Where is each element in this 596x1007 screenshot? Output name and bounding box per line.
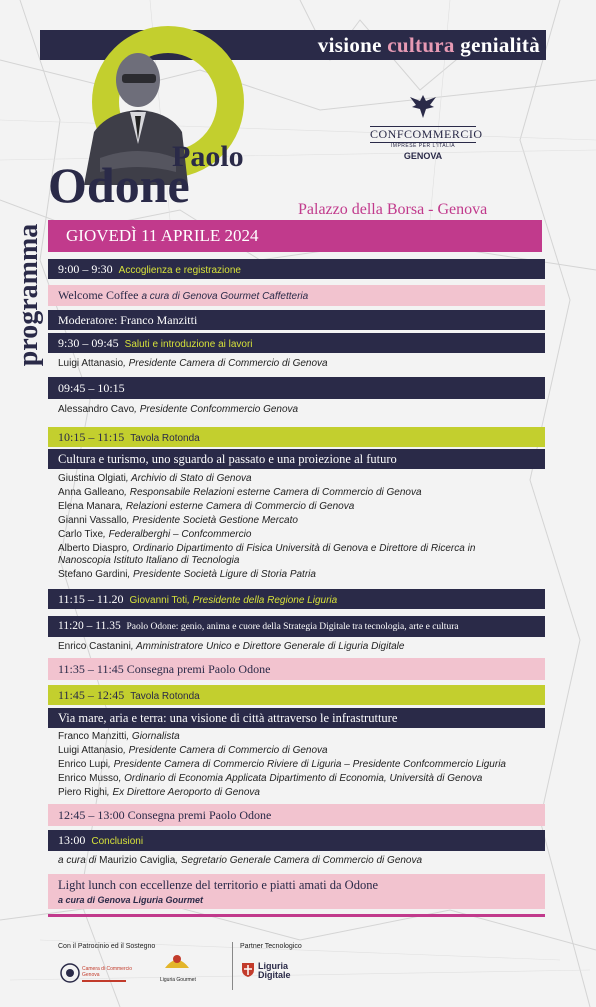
program-row-round-table-1: 10:15 – 11:15 Tavola Rotonda	[48, 427, 545, 447]
liguria-gourmet-logo-text: Liguria Gourmet	[160, 977, 196, 983]
confcommercio-logo	[370, 93, 483, 161]
chamber-logo-underline	[82, 980, 126, 982]
panelist-line: Anna Galleano, Responsabile Relazioni esterne Camera di Commercio di Genova	[58, 487, 422, 498]
logo-city: GENOVA	[403, 151, 443, 161]
tagline	[318, 33, 540, 58]
program-row-greetings: 9:30 – 09:45 Saluti e introduzione ai lavori	[48, 333, 545, 353]
vertical-label: programma	[13, 223, 44, 367]
liguria-digitale-shield-icon	[241, 962, 255, 978]
panelist-line: Alberto Diaspro, Ordinario Dipartimento di Fisica Università di Genova e Direttore di Ricerca in	[58, 543, 476, 554]
program-row-moderator: Moderatore: Franco Manzitti	[48, 310, 545, 330]
program-row-round-table-2: 11:45 – 12:45 Tavola Rotonda	[48, 685, 545, 705]
speaker-line: Enrico Castanini, Amministratore Unico e Direttore Generale di Liguria Digitale	[58, 641, 405, 652]
liguria-gourmet-logo-icon	[162, 950, 192, 974]
logo-name: CONFCOMMERCIO	[370, 127, 483, 141]
panelist-line: Piero Righi, Ex Direttore Aeroporto di Genova	[58, 787, 260, 798]
panelist-line: Gianni Vassallo, Presidente Società Gestione Mercato	[58, 515, 298, 526]
chamber-seal-icon	[60, 963, 80, 983]
name-last: Odone	[48, 157, 190, 213]
program-row-digital-strategy: 11:20 – 11.35 Paolo Odone: genio, anima e cuore della Strategia Digitale tra tecnologia, arte e cultura	[48, 616, 545, 637]
footer-divider	[232, 942, 233, 990]
bottom-divider	[48, 914, 545, 917]
session-title-culture: Cultura e turismo, uno sguardo al passato e una proiezione al futuro	[48, 449, 545, 469]
panelist-line: Giustina Olgiati, Archivio di Stato di Genova	[58, 473, 252, 484]
day-banner	[48, 220, 542, 252]
tagline-word-genialita: genialità	[460, 33, 540, 57]
program-row-light-lunch: Light lunch con eccellenze del territorio e piatti amati da Odone a cura di Genova Liguria Gourmet	[48, 874, 545, 909]
partner-label: Partner Tecnologico	[240, 943, 302, 950]
panelist-line: Enrico Lupi, Presidente Camera di Commercio Riviere di Liguria – Presidente Confcommercio Liguria	[58, 759, 506, 770]
program-row-0945: 09:45 – 10:15	[48, 377, 545, 399]
day-label: GIOVEDÌ 11 APRILE 2024	[66, 226, 259, 245]
venue: Palazzo della Borsa - Genova	[298, 201, 488, 218]
speaker-line: a cura di Maurizio Caviglia, Segretario Generale Camera di Commercio di Genova	[58, 855, 423, 866]
chamber-logo-text: Camera di Commercio Genova	[82, 966, 133, 978]
program-row-awards-2: 12:45 – 13:00 Consegna premi Paolo Odone	[48, 804, 545, 826]
name-first: Paolo	[172, 140, 244, 173]
panelist-line: Stefano Gardini, Presidente Società Ligure di Storia Patria	[58, 569, 316, 580]
tagline-word-visione: visione	[317, 33, 382, 57]
eagle-icon	[370, 93, 476, 123]
panelist-line: Enrico Musso, Ordinario di Economia Applicata Dipartimento di Economia, Università di Genova	[58, 773, 483, 784]
tagline-word-cultura: cultura	[387, 33, 455, 57]
program-row-registration: 9:00 – 9:30 Accoglienza e registrazione	[48, 259, 545, 279]
speaker-line: Luigi Attanasio, Presidente Camera di Commercio di Genova	[58, 358, 328, 369]
panelist-line: Luigi Attanasio, Presidente Camera di Commercio di Genova	[58, 745, 328, 756]
program-row-awards-1: 11:35 – 11:45 Consegna premi Paolo Odone	[48, 658, 545, 680]
panelist-line: Elena Manara, Relazioni esterne Camera di Commercio di Genova	[58, 501, 355, 512]
speaker-line: Alessandro Cavo, Presidente Confcommercio Genova	[58, 404, 299, 415]
patronage-label: Con il Patrocinio ed il Sostegno	[58, 943, 156, 950]
panelist-line-continued: Nanoscopia Istituto Italiano di Tecnologia	[58, 555, 240, 566]
program-row-conclusions: 13:00 Conclusioni	[48, 830, 545, 851]
panelist-line: Carlo Tixe, Federalberghi – Confcommercio	[58, 529, 252, 540]
logo-subtitle: IMPRESE PER L'ITALIA	[390, 143, 456, 149]
session-title-infrastructure: Via mare, aria e terra: una visione di città attraverso le infrastrutture	[48, 708, 545, 728]
program-row-toti: 11:15 – 11.20 Giovanni Toti, Presidente della Regione Liguria	[48, 589, 545, 609]
panelist-line: Franco Manzitti, Giornalista	[58, 731, 180, 742]
liguria-digitale-logo: Liguria Digitale	[258, 961, 291, 980]
program-row-welcome-coffee: Welcome Coffee a cura di Genova Gourmet Caffetteria	[48, 285, 545, 306]
